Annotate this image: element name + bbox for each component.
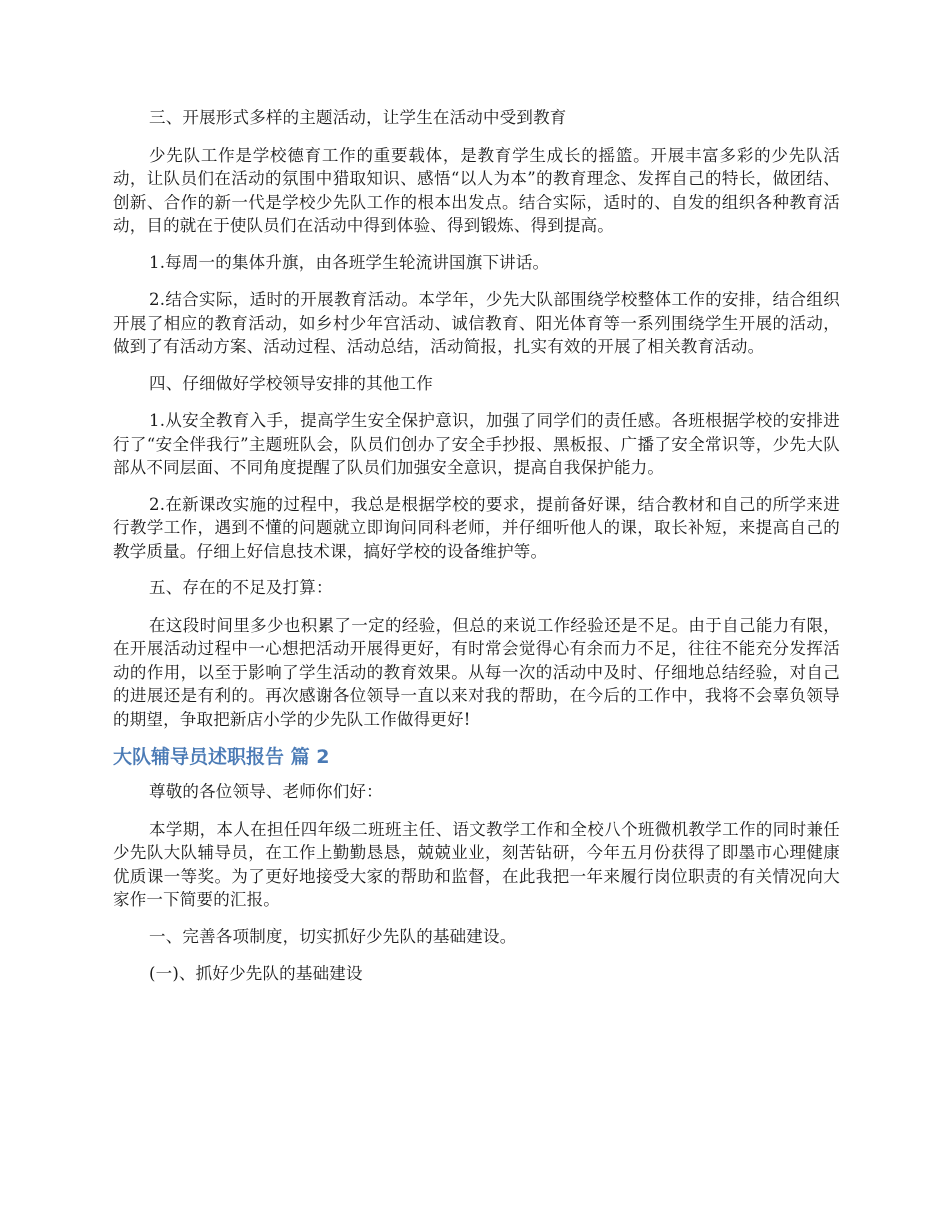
item-education-activities: 2.结合实际，适时的开展教育活动。本学年，少先大队部围绕学校整体工作的安排，结合组织开展了相应的教育活动，如乡村少年宫活动、诚信教育、阳光体育等一系列围绕学生开展的活动，做到了有活动方案、活动过程、活动总结，活动简报，扎实有效的开展了相关教育活动。 [113,290,840,356]
section-four-title: 四、仔细做好学校领导安排的其他工作 [149,373,433,393]
paragraph-shortcomings: 在这段时间里多少也积累了一定的经验，但总的来说工作经验还是不足。由于自己能力有限，在开展活动过程中一心想把活动开展得更好，有时常会觉得心有余而力不足，往往不能充分发挥活动的作用，以至于影响了学生活动的教育效果。从每一次的活动中及时、仔细地总结经验，对自己的进展还是有利的。再次感谢各位领导一直以来对我的帮助，在今后的工作中，我将不会辜负领导的期望，争取把新店小学的少先队工作做得更好! [113,615,840,729]
item-curriculum-reform: 2.在新课改实施的过程中，我总是根据学校的要求，提前备好课，结合教材和自己的所学来进行教学工作，遇到不懂的问题就立即询问同科老师，并仔细听他人的课，取长补短，来提高自己的教学质量。仔细上好信息技术课，搞好学校的设备维护等。 [113,494,840,561]
document-body [113,106,840,1000]
item-flag-raising: 1.每周一的集体升旗，由各班学生轮流讲国旗下讲话。 [149,252,550,272]
item-safety-education: 1.从安全教育入手，提高学生安全保护意识，加强了同学们的责任感。各班根据学校的安排进行了“安全伴我行”主题班队会，队员们创办了安全手抄报、黑板报、广播了安全常识等，少先大队部从不同层面、不同角度提醒了队员们加强安全意识，提高自我保护能力。 [113,411,840,477]
paragraph-introduction: 本学期，本人在担任四年级二班班主任、语文教学工作和全校八个班微机教学工作的同时兼任少先队大队辅导员，在工作上勤勤恳恳，兢兢业业，刻苦钻研，今年五月份获得了即墨市心理健康优质课一等奖。为了更好地接受大家的帮助和监督，在此我把一年来履行岗位职责的有关情况向大家作一下简要的汇报。 [113,819,840,909]
section-five-title: 五、存在的不足及打算： [149,578,333,597]
section-three-title: 三、开展形式多样的主题活动，让学生在活动中受到教育 [149,108,567,127]
greeting: 尊敬的各位领导、老师你们好： [149,782,383,801]
section-one-title: 一、完善各项制度，切实抓好少先队的基础建设。 [149,926,517,946]
paragraph-youth-work: 少先队工作是学校德育工作的重要载体，是教育学生成长的摇篮。开展丰富多彩的少先队活动，让队员们在活动的氛围中猎取知识、感悟“以人为本”的教育理念、发挥自己的特长，做团结、创新、合作的新一代是学校少先队工作的根本出发点。结合实际，适时的、自发的组织各种教育活动，目的就在于使队员们在活动中得到体验、得到锻炼、得到提高。 [113,145,840,235]
subsection-one-title: (一)、抓好少先队的基础建设 [149,964,363,983]
report-heading: 大队辅导员述职报告 篇 2 [113,746,330,768]
